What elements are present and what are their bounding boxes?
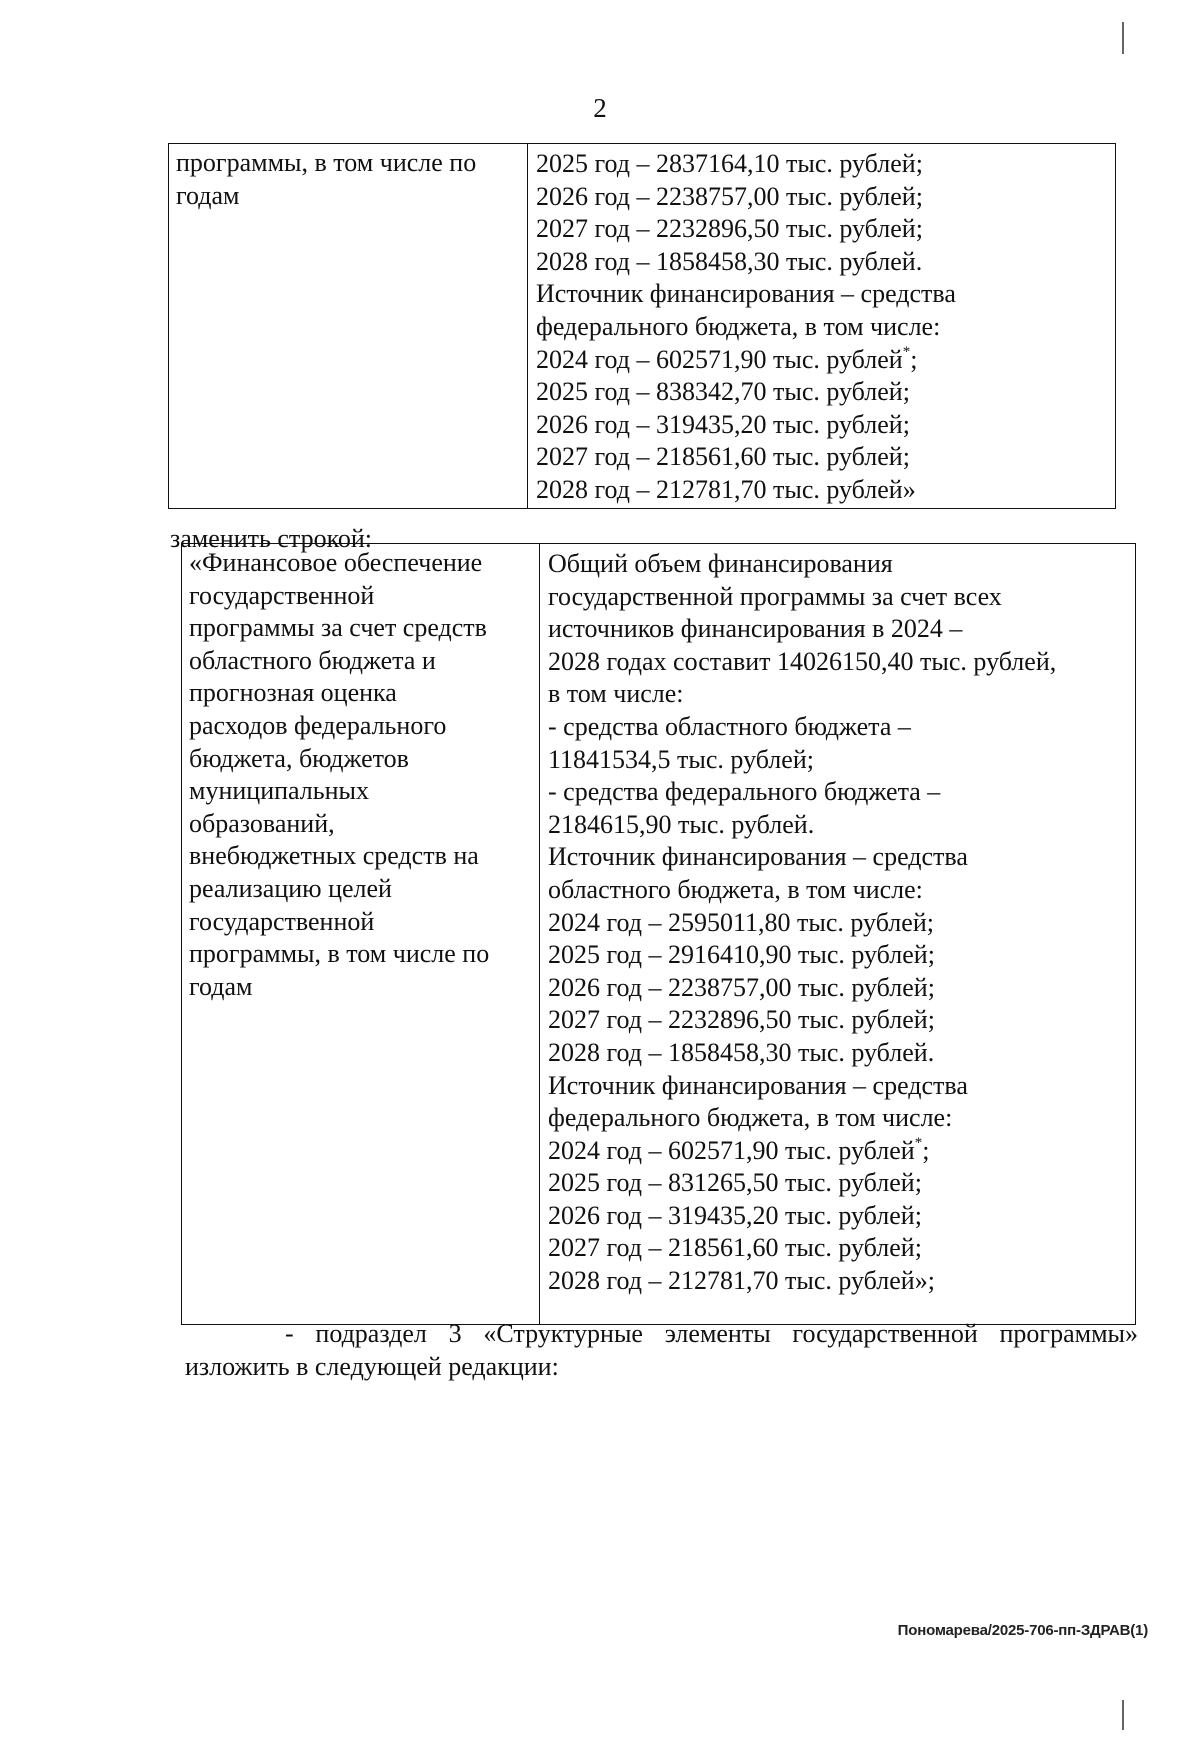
table2-right-line-1: Общий объем финансирования	[548, 549, 893, 578]
paragraph-line-2: изложить в следующей редакции:	[185, 1351, 559, 1381]
table2-left-line-12: государственной	[189, 906, 375, 936]
table2-right-line-22: 2027 год – 218561,60 тыс. рублей;	[548, 1233, 922, 1263]
table2-right-line-3: источников финансирования в 2024 –	[548, 614, 963, 644]
table2-left-line-8: муниципальных	[189, 776, 370, 806]
paragraph-line-1: - подраздел 3 «Структурные элементы государственной программы»	[285, 1319, 1138, 1348]
table1-right-line-9: 2026 год – 319435,20 тыс. рублей;	[536, 409, 910, 439]
table1-right-line-8: 2025 год – 838342,70 тыс. рублей;	[536, 377, 910, 407]
table2-right-line-20: 2025 год – 831265,50 тыс. рублей;	[548, 1168, 922, 1198]
table1-right-cell	[528, 144, 1116, 509]
table2-left-line-1: «Финансовое обеспечение	[189, 548, 483, 577]
scan-mark-top	[1122, 22, 1124, 54]
table2-right-line-21: 2026 год – 319435,20 тыс. рублей;	[548, 1200, 922, 1230]
table2-right-line-5: в том числе:	[548, 679, 684, 709]
table2-right-line-6: - средства областного бюджета –	[548, 711, 911, 741]
footnote-mark: *	[902, 343, 911, 360]
table2-left-line-5: прогнозная оценка	[189, 678, 397, 708]
table1-right-line-5: Источник финансирования – средства	[536, 279, 956, 309]
table2-right-cell	[540, 544, 1136, 1325]
table2-right-line-11: областного бюджета, в том числе:	[548, 874, 923, 904]
table1-right-line-7-text: 2024 год – 602571,90 тыс. рублей	[536, 344, 903, 374]
table2-right-line-12: 2024 год – 2595011,80 тыс. рублей;	[548, 907, 934, 937]
table2-left-line-4: областного бюджета и	[189, 645, 436, 675]
table-row	[169, 144, 1116, 509]
table1-left-cell	[169, 144, 528, 509]
table2-right-line-7: 11841534,5 тыс. рублей;	[548, 744, 814, 774]
table1-right-line-2: 2026 год – 2238757,00 тыс. рублей;	[536, 181, 923, 211]
table2-right-line-19-text: 2024 год – 602571,90 тыс. рублей	[548, 1135, 915, 1165]
scan-mark-bottom	[1122, 1700, 1124, 1730]
table2-left-line-2: государственной	[189, 580, 375, 610]
table2-right-line-8: - средства федерального бюджета –	[548, 777, 941, 807]
table2-right-line-13: 2025 год – 2916410,90 тыс. рублей;	[548, 940, 935, 970]
table-new-row	[181, 543, 1136, 1325]
table1-right-line-11: 2028 год – 212781,70 тыс. рублей»	[536, 474, 916, 504]
page-number: 2	[593, 93, 607, 123]
table2-left-line-14: годам	[189, 971, 253, 1001]
table2-left-cell	[182, 544, 540, 1325]
table2-right-line-4: 2028 годах составит 14026150,40 тыс. рублей,	[548, 646, 1057, 676]
table2-left-line-9: образований,	[189, 808, 335, 838]
table1-right-line-1: 2025 год – 2837164,10 тыс. рублей;	[536, 149, 923, 178]
table1-left-line-2: годам	[176, 180, 240, 210]
table1-right-line-3: 2027 год – 2232896,50 тыс. рублей;	[536, 214, 923, 244]
table2-right-line-2: государственной программы за счет всех	[548, 581, 1002, 611]
replace-label: заменить строкой:	[170, 524, 373, 553]
table2-right-line-10: Источник финансирования – средства	[548, 842, 968, 872]
table2-right-line-23: 2028 год – 212781,70 тыс. рублей»;	[548, 1266, 935, 1296]
subsection-paragraph	[185, 1318, 1138, 1383]
table1-right-line-10: 2027 год – 218561,60 тыс. рублей;	[536, 442, 910, 472]
document-code: Пономарева/2025-706-пп-ЗДРАВ(1)	[897, 1622, 1148, 1639]
table2-right-line-9: 2184615,90 тыс. рублей.	[548, 809, 815, 839]
table2-right-line-14: 2026 год – 2238757,00 тыс. рублей;	[548, 972, 935, 1002]
table2-left-line-7: бюджета, бюджетов	[189, 743, 409, 773]
footnote-mark: *	[914, 1135, 923, 1152]
table2-right-line-18: федерального бюджета, в том числе:	[548, 1103, 953, 1133]
table1-right-line-4: 2028 год – 1858458,30 тыс. рублей.	[536, 246, 923, 276]
table2-left-line-3: программы за счет средств	[189, 613, 487, 643]
table2-left-line-6: расходов федерального	[189, 710, 447, 740]
table2-left-line-10: внебюджетных средств на	[189, 841, 479, 871]
table2-right-line-16: 2028 год – 1858458,30 тыс. рублей.	[548, 1037, 935, 1067]
table1-right-line-7	[536, 344, 1109, 377]
table2-left-line-13: программы, в том числе по	[189, 939, 490, 969]
table2-right-line-19-suffix: ;	[922, 1135, 930, 1165]
table2-right-line-19	[548, 1135, 1129, 1168]
table1-right-line-6: федерального бюджета, в том числе:	[536, 311, 941, 341]
table2-right-line-17: Источник финансирования – средства	[548, 1070, 968, 1100]
table2-left-line-11: реализацию целей	[189, 873, 392, 903]
table1-right-line-7-suffix: ;	[910, 344, 918, 374]
table1-left-line-1: программы, в том числе по	[176, 148, 477, 177]
table2-right-line-15: 2027 год – 2232896,50 тыс. рублей;	[548, 1005, 935, 1035]
table-row	[182, 544, 1136, 1325]
table-old-row	[168, 143, 1116, 509]
